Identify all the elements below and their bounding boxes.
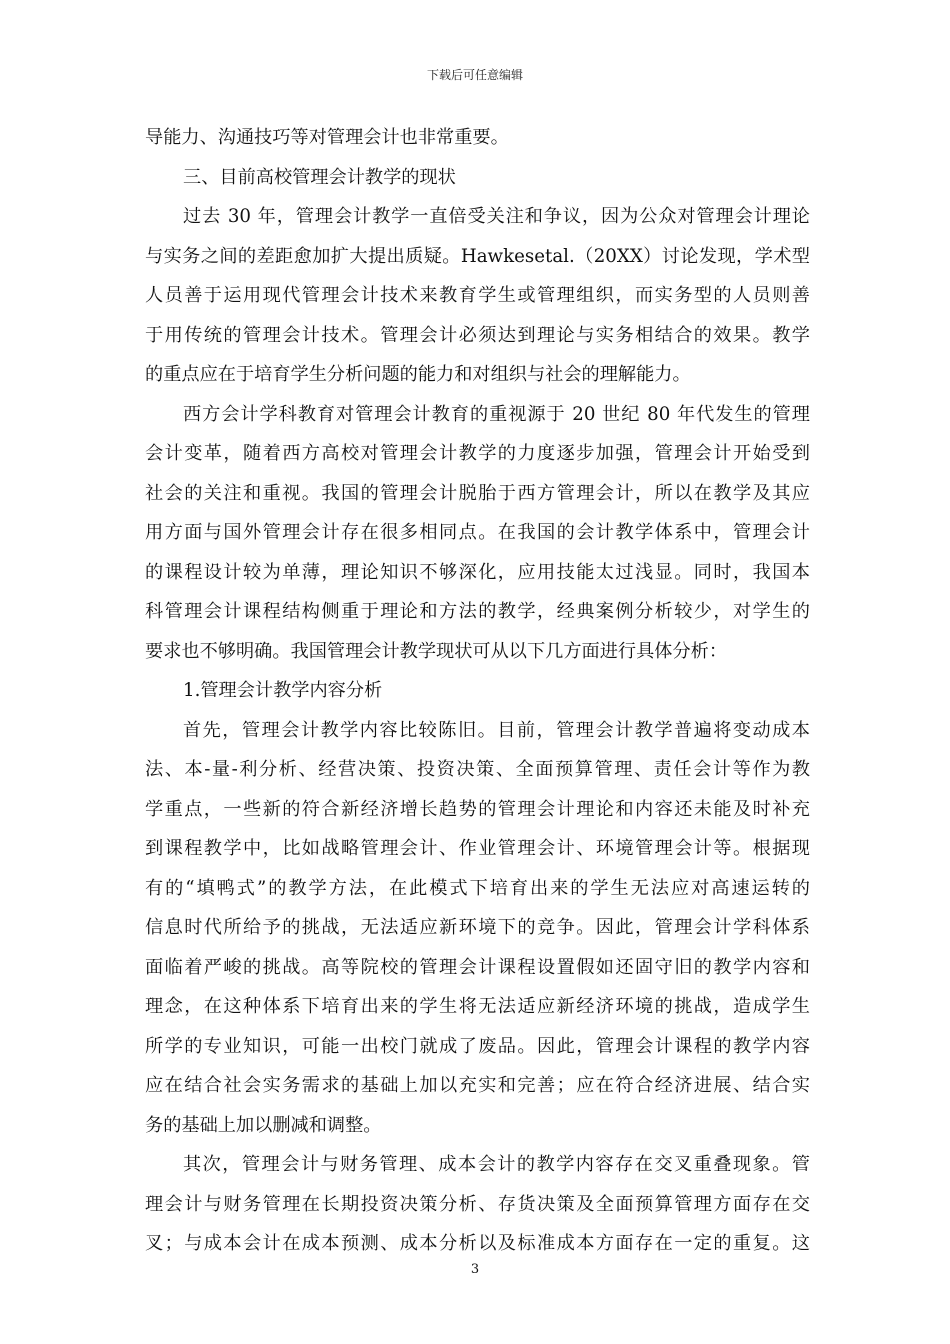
text-line: 过去 30 年，管理会计教学一直倍受关注和争议，因为公众对管理会计理论 — [183, 206, 810, 227]
page-header: 下载后可任意编辑 — [426, 68, 523, 82]
text-line: 理念，在这种体系下培育出来的学生将无法适应新经济环境的挑战，造成学生 — [145, 996, 810, 1017]
text-line: 社会的关注和重视。我国的管理会计脱胎于西方管理会计，所以在教学及其应 — [145, 482, 810, 504]
text-line: 其次，管理会计与财务管理、成本会计的教学内容存在交叉重叠现象。管 — [183, 1154, 810, 1175]
text-line: 法、本-量-利分析、经营决策、投资决策、全面预算管理、责任会计等作为教 — [145, 759, 810, 780]
text-line: 与实务之间的差距愈加扩大提出质疑。Hawkesetal.（20XX）讨论发现，学术型 — [145, 245, 810, 267]
text-line: 所学的专业知识，可能一出校门就成了废品。因此，管理会计课程的教学内容 — [145, 1035, 810, 1057]
text-line: 应在结合社会实务需求的基础上加以充实和完善；应在符合经济进展、结合实 — [145, 1075, 810, 1096]
text-line: 的课程设计较为单薄，理论知识不够深化，应用技能太过浅显。同时，我国本 — [145, 561, 810, 583]
text-line: 理会计与财务管理在长期投资决策分析、存货决策及全面预算管理方面存在交 — [145, 1193, 810, 1215]
text-line: 信息时代所给予的挑战，无法适应新环境下的竞争。因此，管理会计学科体系 — [145, 917, 810, 938]
text-line: 于用传统的管理会计技术。管理会计必须达到理论与实务相结合的效果。教学 — [145, 324, 810, 346]
text-line: 导能力、沟通技巧等对管理会计也非常重要。 — [145, 127, 509, 148]
text-line: 西方会计学科教育对管理会计教育的重视源于 20 世纪 80 年代发生的管理 — [183, 403, 810, 425]
document-body — [145, 118, 810, 1264]
text-line: 的重点应在于培育学生分析问题的能力和对组织与社会的理解能力。 — [145, 364, 691, 385]
text-line: 科管理会计课程结构侧重于理论和方法的教学，经典案例分析较少，对学生的 — [145, 601, 810, 622]
text-line: 会计变革，随着西方高校对管理会计教学的力度逐步加强，管理会计开始受到 — [145, 443, 810, 464]
text-line: 1.管理会计教学内容分析 — [183, 680, 383, 701]
text-line: 用方面与国外管理会计存在很多相同点。在我国的会计教学体系中，管理会计 — [145, 522, 810, 543]
text-line: 叉；与成本会计在成本预测、成本分析以及标准成本方面存在一定的重复。这 — [145, 1233, 810, 1254]
text-line: 人员善于运用现代管理会计技术来教育学生或管理组织，而实务型的人员则善 — [145, 285, 810, 306]
text-line: 面临着严峻的挑战。高等院校的管理会计课程设置假如还固守旧的教学内容和 — [145, 956, 810, 978]
text-line: 三、目前高校管理会计教学的现状 — [183, 166, 456, 188]
text-line: 首先，管理会计教学内容比较陈旧。目前，管理会计教学普遍将变动成本 — [183, 719, 810, 741]
text-line: 学重点，一些新的符合新经济增长趋势的管理会计理论和内容还未能及时补充 — [145, 798, 810, 820]
text-line: 到课程教学中，比如战略管理会计、作业管理会计、环境管理会计等。根据现 — [145, 838, 810, 859]
page-number: 3 — [470, 1262, 480, 1277]
text-line: 有的“填鸭式”的教学方法，在此模式下培育出来的学生无法应对高速运转的 — [145, 877, 810, 899]
text-line: 要求也不够明确。我国管理会计教学现状可从以下几方面进行具体分析： — [145, 640, 728, 662]
text-line: 务的基础上加以删减和调整。 — [145, 1114, 382, 1136]
